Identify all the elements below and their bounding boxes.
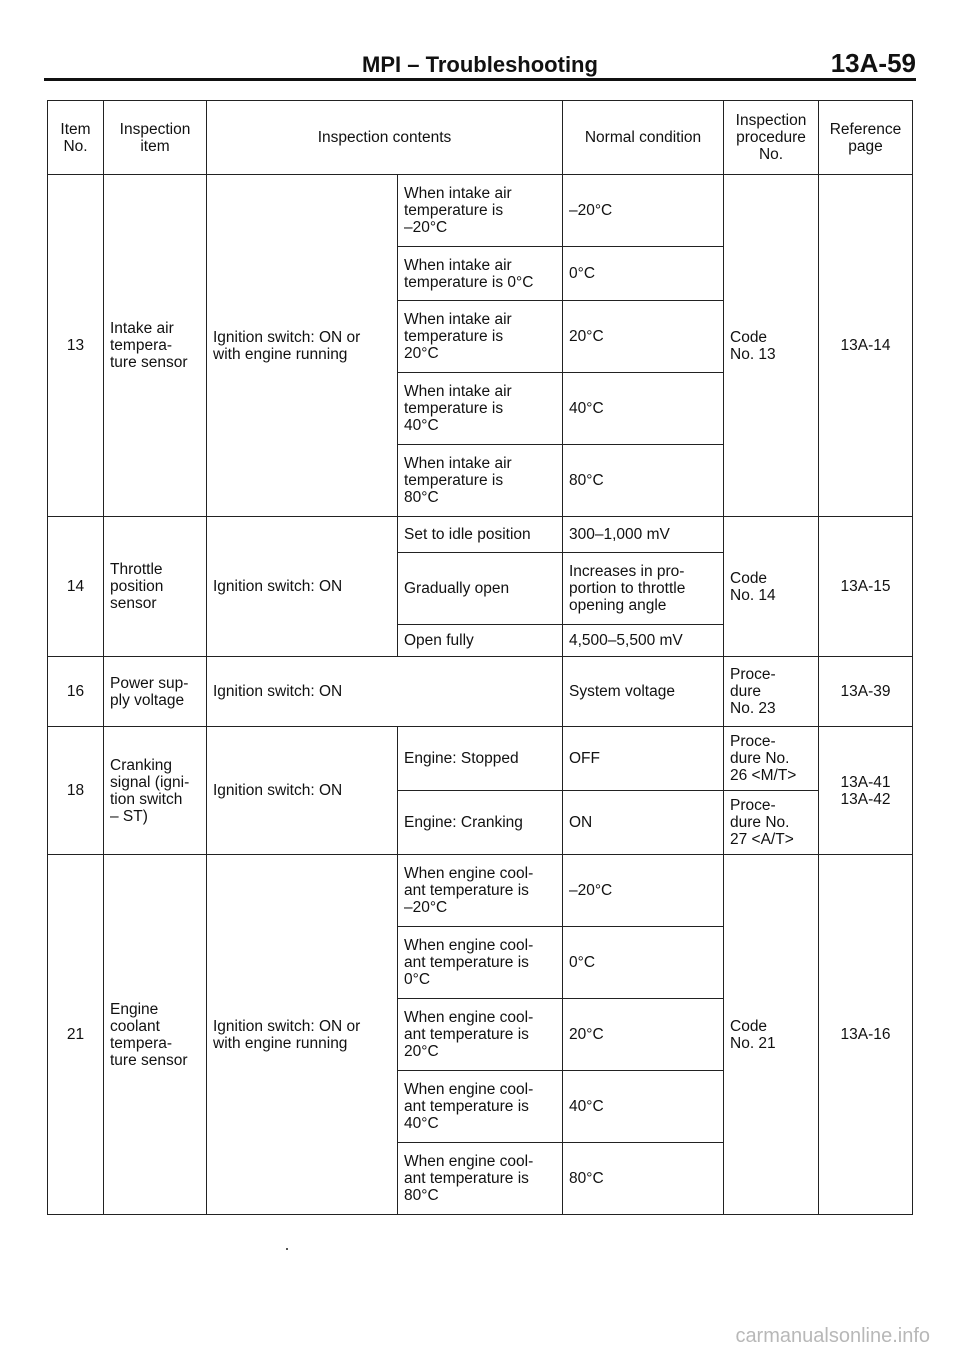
procedure-no: Proce- dure No. 23 (724, 657, 819, 727)
procedure-no: Code No. 14 (724, 517, 819, 657)
page-header (44, 48, 916, 80)
normal-condition: –20°C (563, 175, 724, 247)
procedure-no: Code No. 13 (724, 175, 819, 517)
item-no-21: 21 (48, 855, 104, 1215)
inspection-item: Power sup- ply voltage (104, 657, 207, 727)
normal-condition: 300–1,000 mV (563, 517, 724, 553)
normal-condition: 0°C (563, 247, 724, 301)
item-no-18: 18 (48, 727, 104, 855)
header-normal-condition: Normal condition (563, 101, 724, 175)
normal-condition: 80°C (563, 1143, 724, 1215)
normal-condition: 40°C (563, 1071, 724, 1143)
item-no-16: 16 (48, 657, 104, 727)
table-row (48, 517, 913, 553)
normal-condition: 80°C (563, 445, 724, 517)
header-inspection-contents: Inspection contents (207, 101, 563, 175)
inspection-item: Intake air tempera- ture sensor (104, 175, 207, 517)
reference-page: 13A-41 13A-42 (819, 727, 913, 855)
normal-condition: 4,500–5,500 mV (563, 625, 724, 657)
item-no-14: 14 (48, 517, 104, 657)
page-number: 13A-59 (830, 48, 916, 78)
normal-condition: 20°C (563, 999, 724, 1071)
page-title: MPI – Troubleshooting (362, 52, 598, 77)
normal-condition: 0°C (563, 927, 724, 999)
header-item-no: Item No. (48, 101, 104, 175)
inspection-condition: Ignition switch: ON (207, 517, 398, 657)
inspection-contents: When engine cool- ant temperature is 80°C (398, 1143, 563, 1215)
inspection-contents: When engine cool- ant temperature is –20°C (398, 855, 563, 927)
table-header-row (48, 101, 913, 175)
procedure-no: Proce- dure No. 27 <A/T> (724, 791, 819, 855)
table-row (48, 855, 913, 927)
header-reference-page: Reference page (819, 101, 913, 175)
reference-page: 13A-16 (819, 855, 913, 1215)
watermark: carmanualsonline.info (735, 1325, 930, 1347)
inspection-condition: Ignition switch: ON (207, 727, 398, 855)
inspection-item: Throttle position sensor (104, 517, 207, 657)
header-inspection-item: Inspection item (104, 101, 207, 175)
inspection-contents: Open fully (398, 625, 563, 657)
header-procedure-no: Inspection procedure No. (724, 101, 819, 175)
reference-page: 13A-15 (819, 517, 913, 657)
inspection-contents: Engine: Stopped (398, 727, 563, 791)
inspection-item: Cranking signal (igni- tion switch – ST) (104, 727, 207, 855)
normal-condition: Increases in pro- portion to throttle opening angle (563, 553, 724, 625)
inspection-contents: When intake air temperature is 0°C (398, 247, 563, 301)
normal-condition: –20°C (563, 855, 724, 927)
normal-condition: 40°C (563, 373, 724, 445)
inspection-contents: When intake air temperature is 40°C (398, 373, 563, 445)
inspection-contents: Gradually open (398, 553, 563, 625)
reference-page: 13A-14 (819, 175, 913, 517)
normal-condition: 20°C (563, 301, 724, 373)
inspection-condition: Ignition switch: ON (207, 657, 563, 727)
inspection-table (47, 100, 913, 1215)
header-rule (44, 78, 916, 81)
normal-condition: OFF (563, 727, 724, 791)
inspection-contents: When intake air temperature is 20°C (398, 301, 563, 373)
scan-speck (286, 1248, 288, 1250)
inspection-condition: Ignition switch: ON or with engine running (207, 175, 398, 517)
inspection-contents: Engine: Cranking (398, 791, 563, 855)
inspection-contents: When intake air temperature is –20°C (398, 175, 563, 247)
inspection-condition: Ignition switch: ON or with engine running (207, 855, 398, 1215)
inspection-contents: Set to idle position (398, 517, 563, 553)
inspection-contents: When engine cool- ant temperature is 40°C (398, 1071, 563, 1143)
normal-condition: System voltage (563, 657, 724, 727)
inspection-contents: When intake air temperature is 80°C (398, 445, 563, 517)
inspection-item: Engine coolant tempera- ture sensor (104, 855, 207, 1215)
reference-page: 13A-39 (819, 657, 913, 727)
procedure-no: Code No. 21 (724, 855, 819, 1215)
inspection-contents: When engine cool- ant temperature is 20°C (398, 999, 563, 1071)
table-row (48, 175, 913, 247)
inspection-contents: When engine cool- ant temperature is 0°C (398, 927, 563, 999)
procedure-no: Proce- dure No. 26 <M/T> (724, 727, 819, 791)
normal-condition: ON (563, 791, 724, 855)
table-row (48, 657, 913, 727)
table-row (48, 727, 913, 791)
item-no-13: 13 (48, 175, 104, 517)
